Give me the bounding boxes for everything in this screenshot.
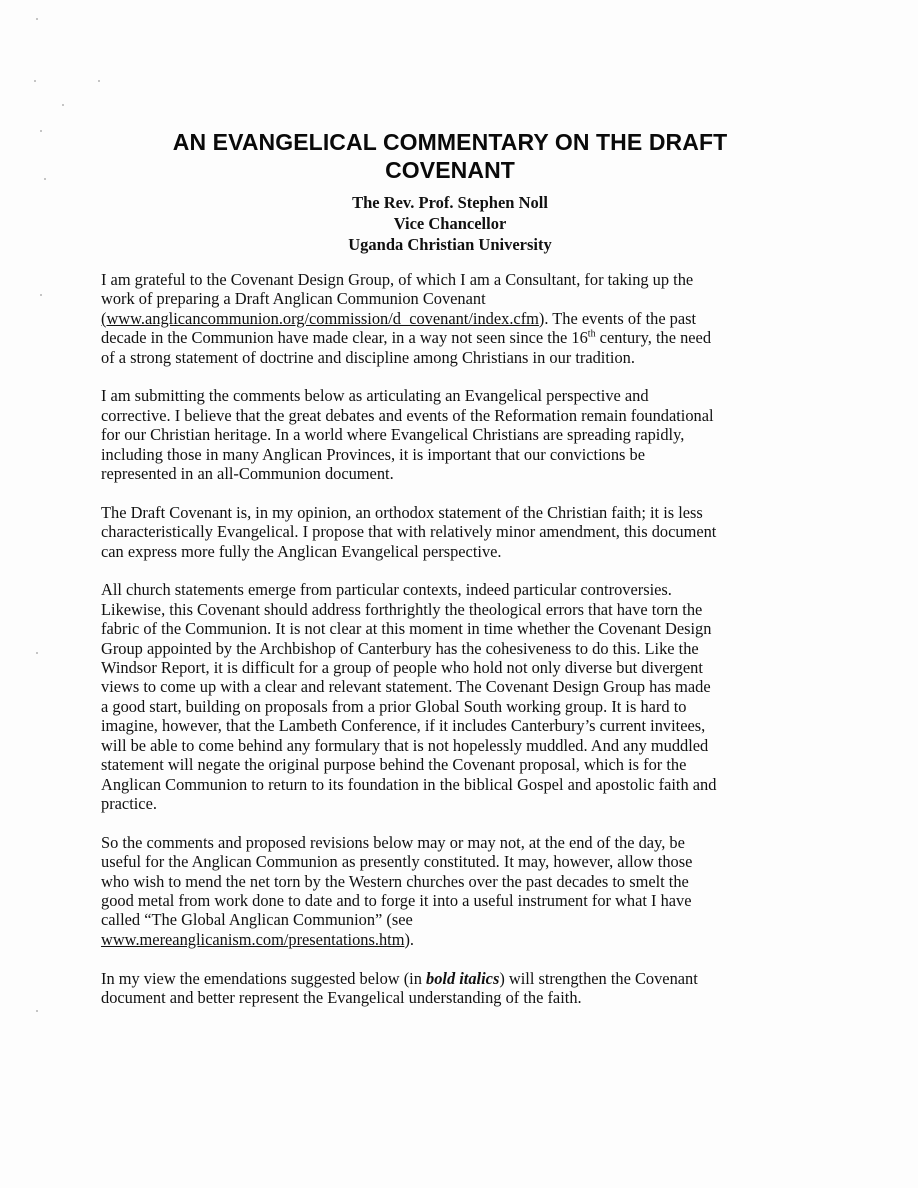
paragraph-line: represented in an all-Communion document. bbox=[101, 464, 394, 484]
scan-speck bbox=[44, 178, 46, 180]
paragraph-line bbox=[101, 969, 801, 988]
paragraph-2 bbox=[101, 386, 801, 483]
paragraph-6 bbox=[101, 969, 801, 1008]
title-line-1: AN EVANGELICAL COMMENTARY ON THE DRAFT bbox=[172, 129, 728, 155]
document-title bbox=[140, 128, 760, 184]
author-block bbox=[250, 192, 650, 255]
paragraph-text: ) will strengthen the Covenant bbox=[499, 968, 698, 988]
author-position: Vice Chancellor bbox=[393, 214, 507, 233]
bold-italics-text: bold italics bbox=[426, 968, 500, 988]
paragraph-text: In my view the emendations suggested below (in bbox=[101, 968, 427, 988]
paragraph-1 bbox=[101, 270, 801, 367]
paragraph-line: called “The Global Anglican Communion” (see bbox=[101, 910, 413, 930]
paragraph-text: ). bbox=[404, 929, 415, 949]
scan-speck bbox=[36, 18, 38, 20]
paragraph-text: decade in the Communion have made clear, in a way not seen since the 16 bbox=[101, 328, 588, 348]
paragraph-line: Likewise, this Covenant should address forthrightly the theological errors that have torn the bbox=[101, 599, 703, 619]
scan-speck bbox=[40, 294, 42, 296]
paragraph-line: statement will negate the original purpose behind the Covenant proposal, which is for the bbox=[101, 755, 687, 775]
paragraph-line: work of preparing a Draft Anglican Communion Covenant bbox=[101, 289, 486, 309]
paragraph-3 bbox=[101, 503, 801, 561]
covenant-link[interactable]: (www.anglicancommunion.org/commission/d_covenant/index.cfm bbox=[101, 308, 539, 328]
mereanglicanism-link[interactable]: www.mereanglicanism.com/presentations.htm bbox=[101, 929, 405, 949]
paragraph-line: for our Christian heritage. In a world where Evangelical Christians are spreading rapidly, bbox=[101, 425, 685, 445]
document-body bbox=[101, 270, 801, 1027]
paragraph-line: Windsor Report, it is difficult for a group of people who hold not only diverse but divergent bbox=[101, 658, 703, 678]
paragraph-line bbox=[101, 930, 801, 949]
author-name: The Rev. Prof. Stephen Noll bbox=[352, 193, 548, 212]
title-line-2: COVENANT bbox=[385, 157, 515, 183]
paragraph-line: practice. bbox=[101, 793, 157, 813]
scan-speck bbox=[36, 1010, 38, 1012]
paragraph-line: corrective. I believe that the great debates and events of the Reformation remain foundational bbox=[101, 405, 714, 425]
paragraph-line: I am submitting the comments below as articulating an Evangelical perspective and bbox=[101, 386, 649, 406]
author-institution: Uganda Christian University bbox=[348, 235, 552, 254]
paragraph-line: fabric of the Communion. It is not clear at this moment in time whether the Covenant Design bbox=[101, 619, 712, 639]
paragraph-line: including those in many Anglican Provinces, it is important that our convictions be bbox=[101, 444, 645, 464]
paragraph-line: document and better represent the Evangelical understanding of the faith. bbox=[101, 987, 582, 1007]
paragraph-line: can express more fully the Anglican Evangelical perspective. bbox=[101, 541, 502, 561]
paragraph-text: ). The events of the past bbox=[538, 308, 697, 328]
paragraph-line: Group appointed by the Archbishop of Canterbury has the cohesiveness to do this. Like the bbox=[101, 638, 699, 658]
paragraph-line: who wish to mend the net torn by the Western churches over the past decades to smelt the bbox=[101, 871, 689, 891]
scan-speck bbox=[98, 80, 100, 82]
paragraph-line: Anglican Communion to return to its foundation in the biblical Gospel and apostolic faith and bbox=[101, 774, 717, 794]
paragraph-line: characteristically Evangelical. I propose that with relatively minor amendment, this document bbox=[101, 522, 717, 542]
superscript-th: th bbox=[587, 328, 596, 340]
paragraph-4 bbox=[101, 580, 801, 813]
paragraph-line: All church statements emerge from particular contexts, indeed particular controversies. bbox=[101, 580, 672, 600]
paragraph-line: good metal from work done to date and to forge it into a useful instrument for what I have bbox=[101, 890, 692, 910]
paragraph-line bbox=[101, 328, 801, 347]
paragraph-5 bbox=[101, 833, 801, 949]
scan-speck bbox=[36, 652, 38, 654]
paragraph-line: will be able to come behind any formulary that is not hopelessly muddled. And any muddled bbox=[101, 735, 709, 755]
scan-speck bbox=[40, 130, 42, 132]
scan-speck bbox=[34, 80, 36, 82]
scan-speck bbox=[62, 104, 64, 106]
paragraph-line: of a strong statement of doctrine and discipline among Christians in our tradition. bbox=[101, 347, 635, 367]
paragraph-line: useful for the Anglican Communion as presently constituted. It may, however, allow those bbox=[101, 852, 693, 872]
paragraph-line: imagine, however, that the Lambeth Conference, if it includes Canterbury’s current invitees, bbox=[101, 716, 706, 736]
paragraph-line: The Draft Covenant is, in my opinion, an orthodox statement of the Christian faith; it is less bbox=[101, 502, 703, 522]
paragraph-line bbox=[101, 309, 801, 328]
paragraph-line: views to come up with a clear and relevant statement. The Covenant Design Group has made bbox=[101, 677, 711, 697]
paragraph-line: So the comments and proposed revisions below may or may not, at the end of the day, be bbox=[101, 832, 685, 852]
paragraph-text: century, the need bbox=[595, 328, 712, 348]
paragraph-line: I am grateful to the Covenant Design Group, of which I am a Consultant, for taking up the bbox=[101, 270, 694, 289]
paragraph-line: a good start, building on proposals from a prior Global South working group. It is hard to bbox=[101, 696, 687, 716]
